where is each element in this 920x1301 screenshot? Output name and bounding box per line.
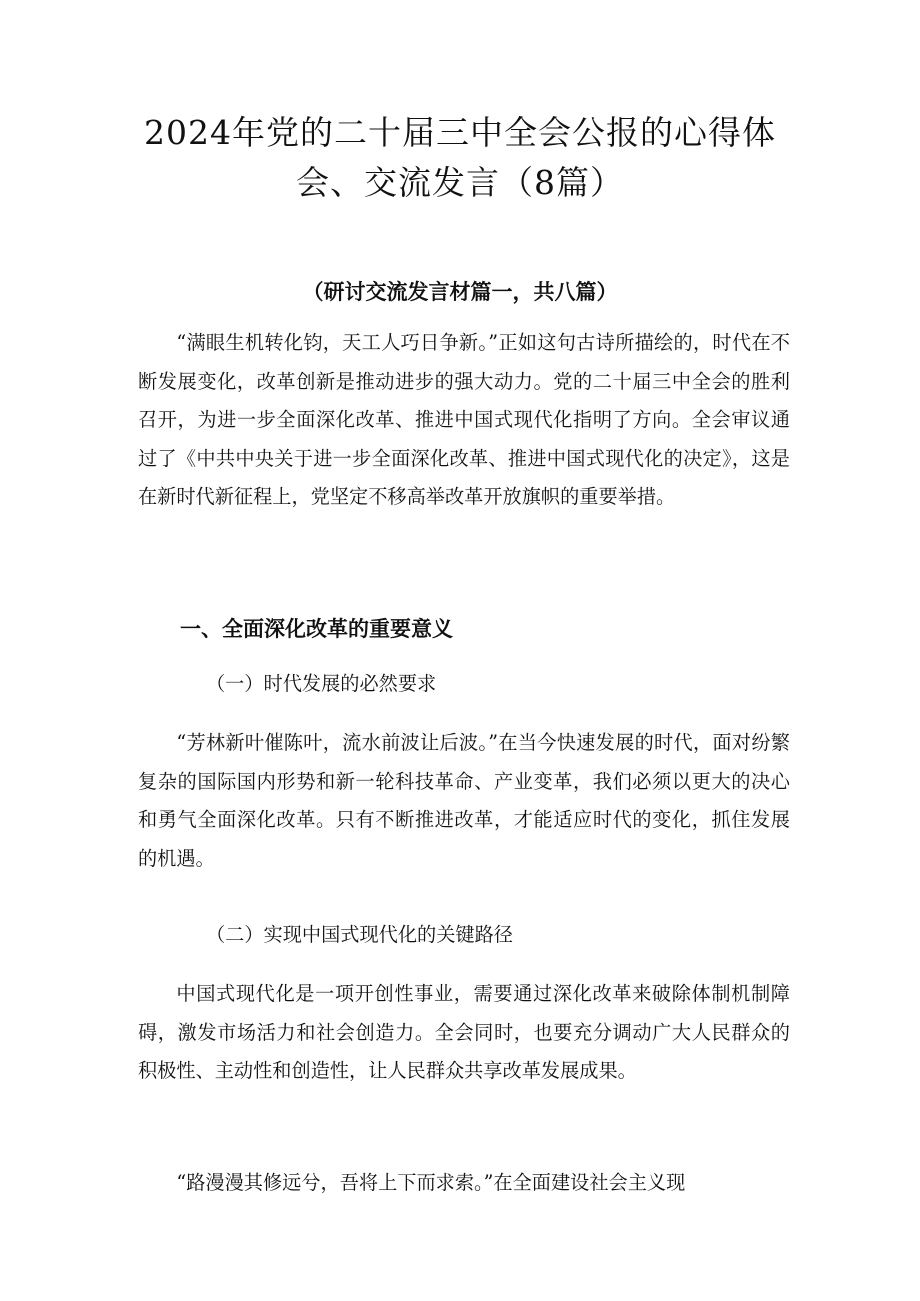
section-heading: 一、全面深化改革的重要意义 bbox=[180, 617, 453, 641]
document-title: 2024年党的二十届三中全会公报的心得体会、交流发言（8篇） bbox=[144, 113, 776, 202]
document-subtitle: （研讨交流发言材篇一，共八篇） bbox=[302, 280, 618, 304]
intro-paragraph: “满眼生机转化钧，天工人巧日争新。”正如这句古诗所描绘的，时代在不断发展变化，改革创新是推动进步的强大动力。党的二十届三中全会的胜利召开，为进一步全面深化改革、推进中国式现代化指明了方向。全会审议通过了《中共中央关于进一步全面深化改革、推进中国式现代化的决定》，这是在新时代新征程上，党坚定不移高举改革开放旗帜的重要举措。 bbox=[138, 331, 790, 508]
subsection-2-paragraph: 中国式现代化是一项开创性事业，需要通过深化改革来破除体制机制障碍，激发市场活力和社会创造力。全会同时，也要充分调动广大人民群众的积极性、主动性和创造性，让人民群众共享改革发展成果。 bbox=[138, 982, 790, 1082]
subsection-1-paragraph: “芳林新叶催陈叶，流水前波让后波。”在当今快速发展的时代，面对纷繁复杂的国际国内形势和新一轮科技革命、产业变革，我们必须以更大的决心和勇气全面深化改革。只有不断推进改革，才能适应时代的变化，抓住发展的机遇。 bbox=[138, 731, 790, 870]
subsection-heading-1: （一）时代发展的必然要求 bbox=[206, 672, 437, 695]
closing-paragraph: “路漫漫其修远兮，吾将上下而求索。”在全面建设社会主义现 bbox=[176, 1171, 686, 1194]
subsection-heading-2: （二）实现中国式现代化的关键路径 bbox=[206, 923, 513, 946]
